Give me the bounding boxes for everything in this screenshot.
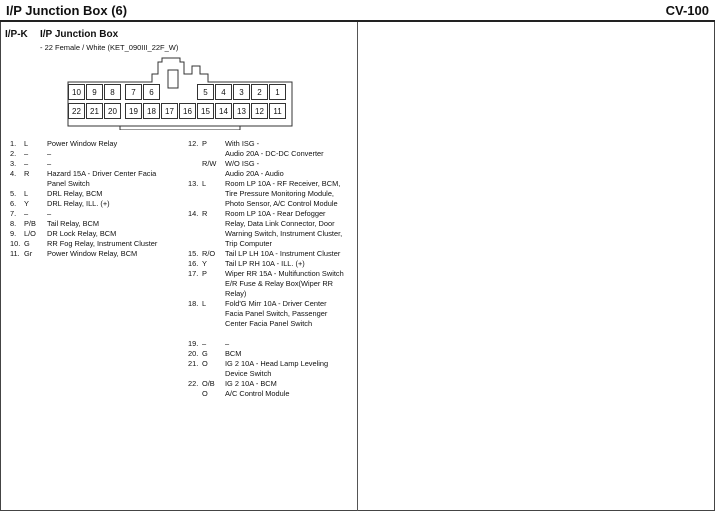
pin-list-row [188,199,356,209]
left-pin-list [10,139,185,259]
pin-list-row [188,339,356,349]
pin-list-row [188,259,356,269]
connector-subtitle: - 22 Female / White (KET_090III_22F_W) [40,43,179,52]
wire-color: L [24,139,29,148]
pin-list-row [188,159,356,169]
pin-description: Facia Panel Switch, Passenger [225,309,328,318]
page-title: I/P Junction Box (6) [6,3,128,18]
pin-list-row [10,169,185,179]
pin-list-row [188,289,356,299]
pin-description: Power Window Relay, BCM [47,249,138,258]
pin-description: BCM [225,349,242,358]
wire-color: R/W [202,159,217,168]
pin-description: Audio 20A - Audio [225,169,284,178]
connector-pin: 15 [197,103,214,119]
pin-list-row [10,179,185,189]
wire-color: O [202,359,208,368]
pin-description: – [47,209,52,218]
wire-color: R [24,169,30,178]
pin-list-row [10,219,185,229]
pin-number: 16. [188,259,199,268]
connector-pin: 11 [269,103,286,119]
pin-description: Audio 20A - DC-DC Converter [225,149,324,158]
pin-list-row [188,369,356,379]
pin-list-row [10,159,185,169]
connector-pin: 16 [179,103,196,119]
pin-list-row [10,199,185,209]
connector-pin: 9 [86,84,103,100]
pin-list-row [188,139,356,149]
pin-description: Photo Sensor, A/C Control Module [225,199,338,208]
pin-description: Relay) [225,289,247,298]
wire-color: L [24,189,29,198]
wire-color: P [202,269,207,278]
pin-description: Panel Switch [47,179,90,188]
connector-name: I/P Junction Box [40,29,119,40]
pin-list-row [188,249,356,259]
wire-color: R [202,209,208,218]
pin-description: Hazard 15A - Driver Center Facia [47,169,157,178]
connector-pin: 14 [215,103,232,119]
pin-description: RR Fog Relay, Instrument Cluster [47,239,158,248]
connector-pin: 8 [104,84,121,100]
connector-pin: 1 [269,84,286,100]
connector-pin: 12 [251,103,268,119]
connector-pin: 3 [233,84,250,100]
pin-description: Relay, Data Link Connector, Door [225,219,335,228]
pin-number: 22. [188,379,199,388]
pin-number: 5. [10,189,17,198]
pin-description: Room LP 10A - Rear Defogger [225,209,326,218]
pin-number: 12. [188,139,199,148]
wire-color: G [202,349,208,358]
page-header [0,0,715,22]
right-pin-list [188,139,356,399]
pin-list-row [10,249,185,259]
pin-list-row [188,209,356,219]
pin-description: Trip Computer [225,239,272,248]
connector-pin: 10 [68,84,85,100]
wire-color: Gr [24,249,33,258]
pin-description: DR Lock Relay, BCM [47,229,117,238]
wire-color: – [24,149,29,158]
pin-description: Tail LP RH 10A - ILL. (+) [225,259,305,268]
pin-list-row [188,349,356,359]
pin-description: W/O ISG - [225,159,260,168]
pin-list-row [188,219,356,229]
pin-list-row [10,239,185,249]
pin-description: – [47,149,52,158]
pin-description: Tire Pressure Monitoring Module, [225,189,334,198]
pin-list-row [188,169,356,179]
wire-color: Y [24,199,29,208]
pin-list-row [188,309,356,319]
pin-list-row [10,149,185,159]
wire-color: L/O [24,229,36,238]
pin-description: Center Facia Panel Switch [225,319,313,328]
pin-number: 7. [10,209,17,218]
connector-pin: 13 [233,103,250,119]
pin-number: 17. [188,269,199,278]
wire-color: – [24,209,29,218]
pin-description: Fold'G Mirr 10A - Driver Center [225,299,327,308]
pin-list-row [188,239,356,249]
connector-id: I/P-K [5,29,28,40]
pin-number: 20. [188,349,199,358]
pin-number: 9. [10,229,17,238]
pin-number: 6. [10,199,17,208]
column-divider [357,22,358,511]
pin-list-row [188,279,356,289]
pin-description: Power Window Relay [47,139,118,148]
connector-pin: 17 [161,103,178,119]
wire-color: L [202,299,207,308]
connector-pin: 19 [125,103,142,119]
pin-description: Device Switch [225,369,272,378]
pin-number: 11. [10,249,20,258]
pin-number: 18. [188,299,199,308]
pin-description: DRL Relay, ILL. (+) [47,199,110,208]
pin-description: Wiper RR 15A - Multifunction Switch [225,269,344,278]
pin-list-row [10,209,185,219]
connector-pin: 2 [251,84,268,100]
wire-color: L [202,179,207,188]
pin-list-row [188,329,356,339]
pin-list-row [188,179,356,189]
pin-list-row [188,319,356,329]
wire-color: – [202,339,207,348]
pin-number: 15. [188,249,199,258]
pin-list-row [10,139,185,149]
pin-number: 8. [10,219,17,228]
connector-pin: 21 [86,103,103,119]
pin-number: 2. [10,149,17,158]
pin-list-row [188,149,356,159]
pin-number: 14. [188,209,199,218]
wire-color: P/B [24,219,36,228]
connector-pin: 7 [125,84,142,100]
connector-pin: 18 [143,103,160,119]
wire-color: Y [202,259,207,268]
wire-color: P [202,139,207,148]
pin-list-row [188,299,356,309]
pin-list-row [188,189,356,199]
pin-list-row [188,269,356,279]
wire-color: O/B [202,379,215,388]
pin-number: 3. [10,159,17,168]
pin-number: 21. [188,359,199,368]
connector-pin: 6 [143,84,160,100]
pin-description: Room LP 10A - RF Receiver, BCM, [225,179,341,188]
pin-list-row [188,359,356,369]
wire-color: – [24,159,29,168]
wire-color: O [202,389,208,398]
pin-description: DRL Relay, BCM [47,189,103,198]
connector-pin: 4 [215,84,232,100]
connector-pin: 22 [68,103,85,119]
wire-color: G [24,239,30,248]
pin-description: E/R Fuse & Relay Box(Wiper RR [225,279,334,288]
page-code: CV-100 [665,3,709,18]
pin-description: IG 2 10A - Head Lamp Leveling [225,359,329,368]
pin-number: 1. [10,139,17,148]
pin-description: A/C Control Module [225,389,290,398]
pin-description: Tail Relay, BCM [47,219,100,228]
wire-color: R/O [202,249,216,258]
pin-number: 10. [10,239,21,248]
pin-description: IG 2 10A - BCM [225,379,277,388]
pin-number: 19. [188,339,199,348]
pin-number: 13. [188,179,199,188]
pin-list-row [188,379,356,389]
pin-description: With ISG - [225,139,260,148]
pin-list-row [188,229,356,239]
pin-description: Tail LP LH 10A - Instrument Cluster [225,249,341,258]
pin-description: – [47,159,52,168]
pin-description: Warning Switch, Instrument Cluster, [225,229,343,238]
connector-pin: 5 [197,84,214,100]
pin-number: 4. [10,169,17,178]
pin-description: – [225,339,230,348]
connector-pin: 20 [104,103,121,119]
pin-list-row [10,229,185,239]
pin-list-row [10,189,185,199]
pin-list-row [188,389,356,399]
